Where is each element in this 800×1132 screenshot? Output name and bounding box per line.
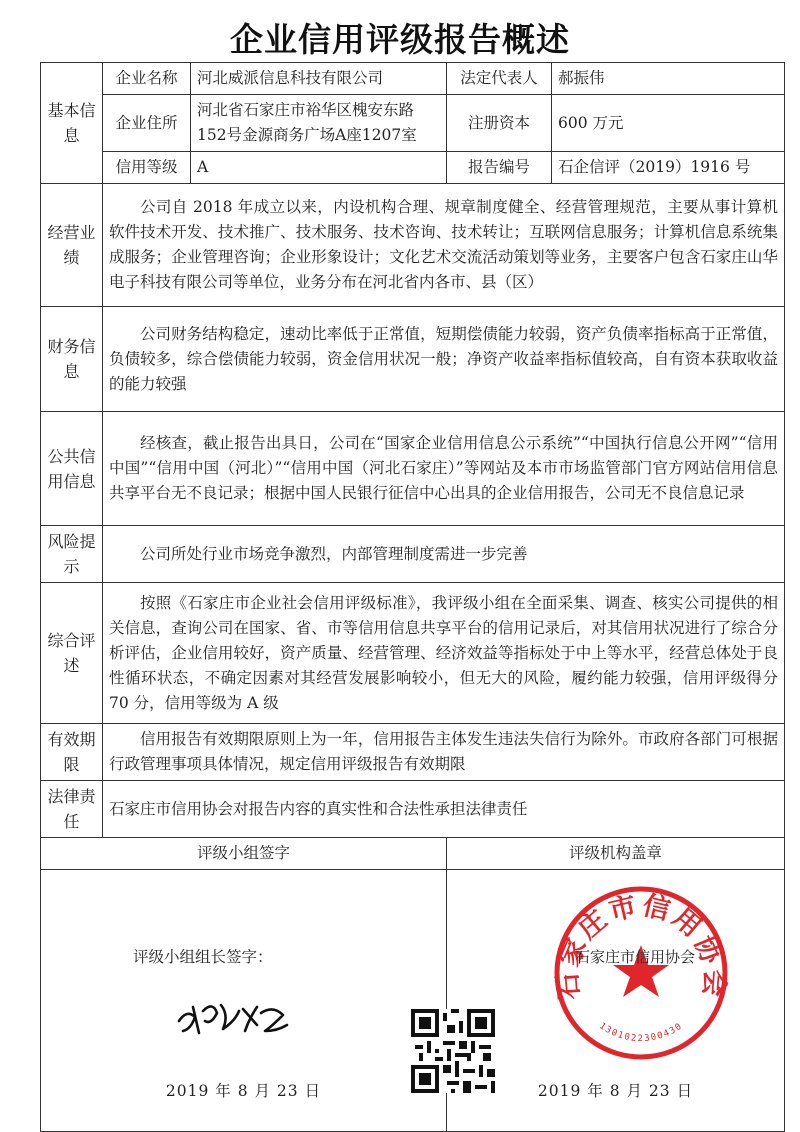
org-name-text: 石家庄市信用协会 <box>575 948 696 966</box>
capital-label: 注册资本 <box>447 95 552 152</box>
page-title: 企业信用评级报告概述 <box>230 20 570 59</box>
address-value: 河北省石家庄市裕华区槐安东路152号金源商务广场A座1207室 <box>191 95 447 152</box>
validity-text: 信用报告有效期限原则上为一年，信用报告主体发生违法失信行为除外。市政府各部门可根据行政管理事项具体情况，规定信用评级报告有效期限 <box>103 724 785 781</box>
legal-text: 石家庄市信用协会对报告内容的真实性和合法性承担法律责任 <box>103 781 785 838</box>
seal-text: 石家庄市信用协会 <box>552 890 730 1001</box>
team-signature-header: 评级小组签字 <box>41 838 447 870</box>
report-number-value: 石企信评（2019）1916 号 <box>552 152 785 184</box>
team-signature-cell <box>41 870 447 1132</box>
legal-rep-value: 郝振伟 <box>552 63 785 95</box>
basic-info-category: 基本信息 <box>41 63 103 184</box>
team-signature-date: 2019 年 8 月 23 日 <box>165 1082 322 1100</box>
org-seal-cell <box>447 870 785 1132</box>
section-risk <box>41 526 785 583</box>
risk-text: 公司所处行业市场竞争激烈，内部管理制度需进一步完善 <box>103 526 785 583</box>
evaluation-category: 综合评述 <box>41 583 103 724</box>
signature-header-row <box>41 838 785 870</box>
rating-label: 信用等级 <box>103 152 191 184</box>
company-name-value: 河北威派信息科技有限公司 <box>191 63 447 95</box>
capital-value: 600 万元 <box>552 95 785 152</box>
rating-value: A <box>191 152 447 184</box>
finance-category: 财务信息 <box>41 307 103 412</box>
basic-row-address <box>41 95 785 152</box>
signature-body-row <box>41 870 785 1132</box>
address-label: 企业住所 <box>103 95 191 152</box>
finance-text: 公司财务结构稳定，速动比率低于正常值，短期偿债能力较弱，资产负债率指标高于正常值，负债较多，综合偿债能力较弱，资金信用状况一般；净资产收益率指标值较高，自有资本获取收益的能力较强 <box>103 307 785 412</box>
section-public-credit <box>41 412 785 526</box>
evaluation-text: 按照《石家庄市企业社会信用评级标准》，我评级小组在全面采集、调查、核实公司提供的相关信息，查询公司在国家、省、市等信用信息共享平台的信用记录后，对其信用状况进行了综合分析评估，企业信用较好，资产质量、经营管理、经济效益等指标处于中上等水平，经营总体处于良性循环状态，不确定因素对其经营发展影响较小，但无大的风险，履约能力较强，信用评级得分 70 分，信用等级为 A 级 <box>103 583 785 724</box>
section-finance <box>41 307 785 412</box>
public-credit-category: 公共信用信息 <box>41 412 103 526</box>
handwritten-signature <box>173 991 293 1037</box>
section-validity <box>41 724 785 781</box>
report-table <box>40 62 785 1132</box>
leader-signature-label: 评级小组组长签字： <box>133 948 273 966</box>
section-evaluation <box>41 583 785 724</box>
section-legal <box>41 781 785 838</box>
validity-category: 有效期限 <box>41 724 103 781</box>
business-category: 经营业绩 <box>41 184 103 307</box>
svg-text:1301022300430 <box>597 1021 685 1044</box>
public-credit-text: 经核查，截止报告出具日，公司在“国家企业信用信息公示系统”“中国执行信息公开网”“信用中国”“信用中国（河北）”“信用中国（河北石家庄）”等网站及本市市场监管部门官方网站信用信息共享平台无不良记录；根据中国人民银行征信中心出具的企业信用报告，公司无不良信息记录 <box>103 412 785 526</box>
org-seal-header: 评级机构盖章 <box>447 838 785 870</box>
company-name-label: 企业名称 <box>103 63 191 95</box>
seal-number: 1301022300430 <box>597 1021 685 1044</box>
legal-category: 法律责任 <box>41 781 103 838</box>
org-seal-date: 2019 年 8 月 23 日 <box>537 1082 694 1100</box>
legal-rep-label: 法定代表人 <box>447 63 552 95</box>
risk-category: 风险提示 <box>41 526 103 583</box>
official-seal <box>551 883 731 1063</box>
basic-row-rating <box>41 152 785 184</box>
basic-row-name <box>41 63 785 95</box>
report-number-label: 报告编号 <box>447 152 552 184</box>
business-text: 公司自 2018 年成立以来，内设机构合理、规章制度健全、经营管理规范，主要从事计算机软件技术开发、技术推广、技术服务、技术咨询、技术转让；互联网信息服务；计算机信息系统集成服务；企业管理咨询；企业形象设计；文化艺术交流活动策划等业务，主要客户包含石家庄山华电子科技有限公司等单位，业务分布在河北省内各市、县（区） <box>103 184 785 307</box>
section-business <box>41 184 785 307</box>
